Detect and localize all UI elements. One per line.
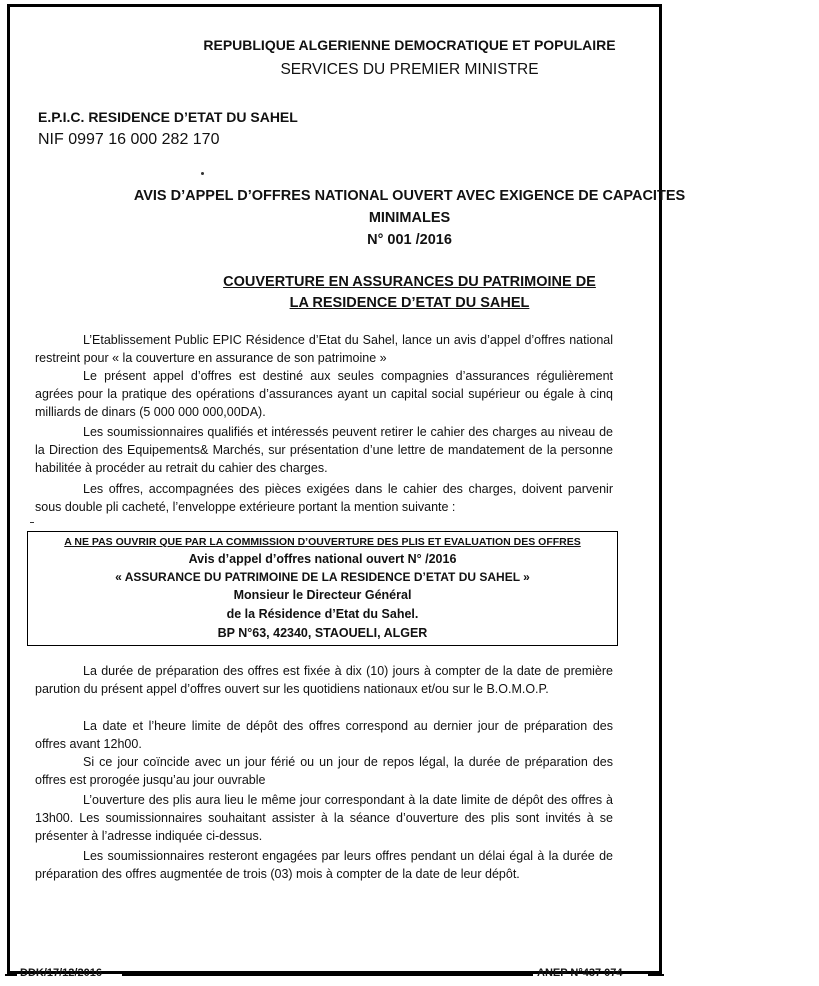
- notice-title-line2: MINIMALES: [368, 210, 451, 226]
- footer-rule-left: [5, 974, 17, 976]
- paragraph-duration-text: La durée de préparation des offres est fixée à dix (10) jours à compter de la date de première parution du présent appel d’offres ouvert sur les quotidiens nationaux et/ou sur le B.O.M.O.P.: [35, 664, 613, 696]
- paragraph-intro: [35, 331, 613, 367]
- notice-title-line1: AVIS D’APPEL D’OFFRES NATIONAL OUVERT AVEC EXIGENCE DE CAPACITES: [133, 188, 686, 204]
- footer-date: DDK/17/12/2016: [20, 967, 102, 979]
- envelope-box: [27, 531, 618, 646]
- footer-bar: [0, 965, 670, 985]
- paragraph-holiday-text: Si ce jour coïncide avec un jour férié ou un jour de repos légal, la durée de préparation des offres est prorogée jusqu’au jour ouvrable: [35, 755, 613, 787]
- paragraph-offers-text: Les offres, accompagnées des pièces exigées dans le cahier des charges, doivent parvenir sous double pli cacheté, l’enveloppe extérieure portant la mention suivante :: [35, 482, 613, 514]
- envelope-line5: BP N°63, 42340, STAOUELI, ALGER: [217, 626, 428, 640]
- envelope-line1: Avis d’appel d’offres national ouvert N° /2016: [188, 552, 457, 566]
- paragraph-opening-text: L’ouverture des plis aura lieu le même jour correspondant à la date limite de dépôt des offres à 13h00. Les soumissionnaires souhaitant assister à la séance d’ouverture des plis sont invités à se présenter à l’adresse indiquée ci-dessus.: [35, 793, 613, 843]
- paragraph-validity: [35, 847, 613, 883]
- paragraph-holiday: [35, 753, 613, 789]
- subject-line2: LA RESIDENCE D’ETAT DU SAHEL: [289, 295, 530, 311]
- paragraph-deadline: [35, 717, 613, 753]
- subject-line1: COUVERTURE EN ASSURANCES DU PATRIMOINE DE: [223, 274, 596, 290]
- org-nif: NIF 0997 16 000 282 170: [38, 131, 220, 148]
- paragraph-duration: [35, 662, 613, 698]
- org-name: E.P.I.C. RESIDENCE D’ETAT DU SAHEL: [38, 109, 298, 125]
- envelope-warning: A NE PAS OUVRIR QUE PAR LA COMMISSION D’OUVERTURE DES PLIS ET EVALUATION DES OFFRES: [64, 536, 581, 548]
- footer-rule-center: [122, 974, 533, 976]
- scan-speck: [201, 172, 204, 175]
- paragraph-intro-text: L’Etablissement Public EPIC Résidence d’Etat du Sahel, lance un avis d’appel d’offres national restreint pour « la couverture en assurance de son patrimoine »: [35, 333, 613, 365]
- paragraph-withdrawal-text: Les soumissionnaires qualifiés et intéressés peuvent retirer le cahier des charges au niveau de la Direction des Equipements& Marchés, sur présentation d’une lettre de mandatement de la personne habilitée à procéder au retrait du cahier des charges.: [35, 425, 613, 475]
- envelope-line2: « ASSURANCE DU PATRIMOINE DE LA RESIDENCE D’ETAT DU SAHEL »: [115, 570, 530, 584]
- envelope-line4: de la Résidence d’Etat du Sahel.: [226, 607, 419, 621]
- envelope-line3: Monsieur le Directeur Général: [233, 588, 412, 602]
- paragraph-scope: [35, 367, 613, 421]
- scan-mark: [30, 522, 34, 523]
- paragraph-withdrawal: [35, 423, 613, 477]
- paragraph-opening: [35, 791, 613, 845]
- paragraph-scope-text: Le présent appel d’offres est destiné aux seules compagnies d’assurances régulièrement agrées pour la pratique des opérations d’assurances ayant un capital social supérieur ou égale à cinq milliards de dinars (5 000 000 000,00DA).: [35, 369, 613, 419]
- footer-reference: ANEP N°437 074: [537, 967, 623, 979]
- republic-heading: REPUBLIQUE ALGERIENNE DEMOCRATIQUE ET POPULAIRE: [203, 37, 616, 53]
- paragraph-offers: [35, 480, 613, 516]
- paragraph-validity-text: Les soumissionnaires resteront engagées par leurs offres pendant un délai égal à la durée de préparation des offres augmentée de trois (03) mois à compter de la date de leur dépôt.: [35, 849, 613, 881]
- footer-rule-right: [648, 974, 664, 976]
- paragraph-deadline-text: La date et l’heure limite de dépôt des offres correspond au dernier jour de préparation des offres avant 12h00.: [35, 719, 613, 751]
- services-heading: SERVICES DU PREMIER MINISTRE: [280, 61, 539, 78]
- notice-number: N° 001 /2016: [367, 232, 452, 248]
